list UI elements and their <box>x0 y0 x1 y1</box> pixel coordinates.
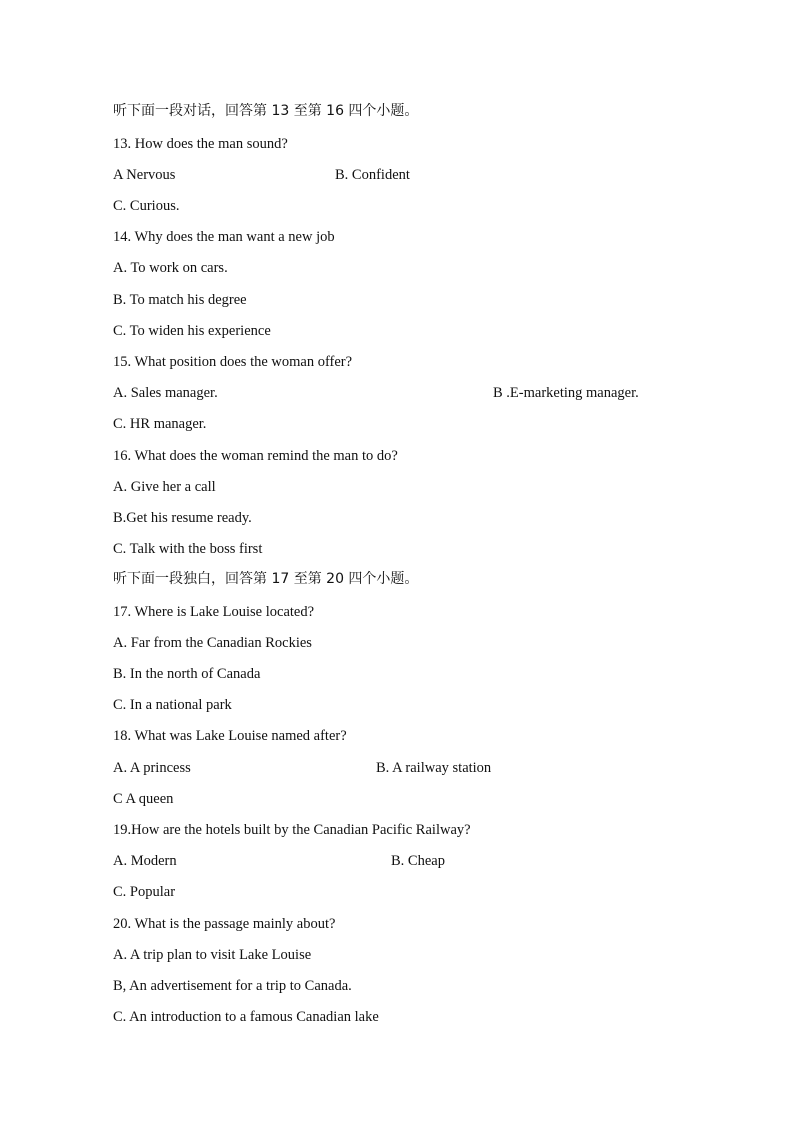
option-c: C. In a national park <box>113 697 232 713</box>
option-c: C. Popular <box>113 884 176 900</box>
option-b: B. In the north of Canada <box>113 666 261 682</box>
option-b: B .E-marketing manager. <box>493 385 639 401</box>
option-a: A. Sales manager. <box>113 385 218 401</box>
option-b: B. Confident <box>335 167 410 183</box>
options-row <box>113 382 734 404</box>
options-row <box>113 757 734 779</box>
section-heading: 听下面一段独白，回答第 17 至第 20 四个小题。 <box>113 571 419 587</box>
option-a: A. A trip plan to visit Lake Louise <box>113 947 312 963</box>
option-a: A. A princess <box>113 760 191 776</box>
question-stem: 19.How are the hotels built by the Canadian Pacific Railway? <box>113 822 471 838</box>
question-stem: 18. What was Lake Louise named after? <box>113 728 347 744</box>
question-stem: 16. What does the woman remind the man to do? <box>113 448 398 464</box>
option-c: C. To widen his experience <box>113 323 271 339</box>
question-stem: 13. How does the man sound? <box>113 136 288 152</box>
options-row <box>113 164 734 186</box>
option-c: C. Curious. <box>113 198 180 214</box>
question-stem: 15. What position does the woman offer? <box>113 354 353 370</box>
question-stem: 17. Where is Lake Louise located? <box>113 604 315 620</box>
option-c: C. HR manager. <box>113 416 207 432</box>
option-b: B. To match his degree <box>113 292 247 308</box>
options-row <box>113 850 734 872</box>
option-c: C. An introduction to a famous Canadian lake <box>113 1009 379 1025</box>
question-stem: 20. What is the passage mainly about? <box>113 916 336 932</box>
option-c: C. Talk with the boss first <box>113 541 263 557</box>
question-stem: 14. Why does the man want a new job <box>113 229 335 245</box>
option-a: A. Give her a call <box>113 479 216 495</box>
section-heading: 听下面一段对话，回答第 13 至第 16 四个小题。 <box>113 103 419 119</box>
option-a: A. To work on cars. <box>113 260 228 276</box>
option-b: B. Cheap <box>391 853 445 869</box>
option-a: A. Far from the Canadian Rockies <box>113 635 312 651</box>
option-c: C A queen <box>113 791 174 807</box>
option-b: B, An advertisement for a trip to Canada. <box>113 978 352 994</box>
option-a: A. Modern <box>113 853 177 869</box>
option-b: B. A railway station <box>376 760 492 776</box>
option-a: A Nervous <box>113 167 176 183</box>
option-b: B.Get his resume ready. <box>113 510 252 526</box>
